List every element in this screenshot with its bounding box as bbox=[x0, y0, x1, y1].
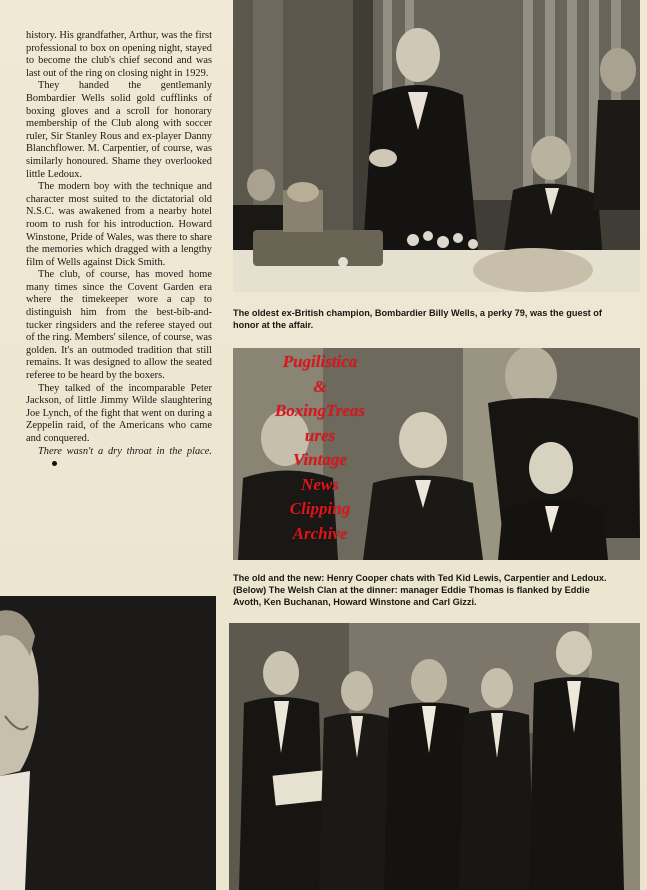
article-paragraph-3: The modern boy with the technique and character most suited to the dictatorial old N.S.C. was awakened from a nearby hotel room to rush for his introduction. Howard Winstone, Pride of Wales, was there to share the memories which dragged with a lengthy film of Wells against Dick Smith. bbox=[26, 181, 212, 268]
article-paragraph-1: history. His grandfather, Arthur, was the first professional to box on opening night, stayed to become the club's chief second and was last out of the ring on closing night in 1929. bbox=[26, 30, 212, 79]
caption-photo-cooper: The old and the new: Henry Cooper chats with Ted Kid Lewis, Carpentier and Ledoux. (Below) The Welsh Clan at the dinner: manager Eddie Thomas is flanked by Eddie Avoth, Ken Buchanan, Howard Winstone and Carl Gizzi. bbox=[233, 573, 607, 607]
article-paragraph-2: They handed the gentlemanly Bombardier Wells solid gold cufflinks of boxing gloves and a scroll for honorary membership of the Club along with soccer ruler, Sir Stanley Rous and ex-player Danny Blanchflower. M. Carpentier, of course, was similarly honoured. Shame they overlooked little Ledoux. bbox=[26, 80, 212, 180]
watermark-archive-stamp bbox=[250, 350, 390, 546]
photo-welsh-clan-image bbox=[229, 623, 640, 890]
watermark-line: Pugilistica bbox=[282, 352, 358, 371]
article-paragraph-4: The club, of course, has moved home many times since the Covent Garden era where the timekeeper wore a cap to distinguish him from the best-bib-and-tucker ringsiders and the referee stayed out of the ring. Members' silence, of course, was golden. It's an outmoded tradition that still remains. It was designed to allow the seated referee to be heard by the boxers. bbox=[26, 269, 212, 382]
photo-portrait-partial-image bbox=[0, 596, 216, 890]
photo-wells-speech bbox=[233, 0, 640, 292]
watermark-line: Archive bbox=[292, 523, 348, 543]
watermark-line: Vintage bbox=[293, 450, 347, 469]
photo-portrait-partial bbox=[0, 596, 216, 890]
photo-wells-speech-image bbox=[233, 0, 640, 292]
photo-welsh-clan bbox=[229, 623, 640, 890]
end-of-article-mark bbox=[52, 461, 57, 466]
caption-photo-wells: The oldest ex-British champion, Bombardier Billy Wells, a perky 79, was the guest of honor at the affair. bbox=[233, 308, 602, 330]
article-closing-line: There wasn't a dry throat in the place. bbox=[38, 445, 212, 457]
watermark-line: News bbox=[301, 474, 339, 494]
watermark-line: Clipping bbox=[289, 499, 351, 518]
watermark-line: ures bbox=[304, 425, 336, 445]
article-paragraph-5: They talked of the incomparable Peter Jackson, of little Jimmy Wilde slaughtering Joe Lynch, of the fight that went on during a Zeppelin raid, of the Americans who came and conquered. bbox=[26, 382, 212, 444]
watermark-line: BoxingTreas bbox=[274, 401, 366, 420]
watermark-line: & bbox=[313, 376, 327, 396]
article-text bbox=[26, 30, 212, 471]
